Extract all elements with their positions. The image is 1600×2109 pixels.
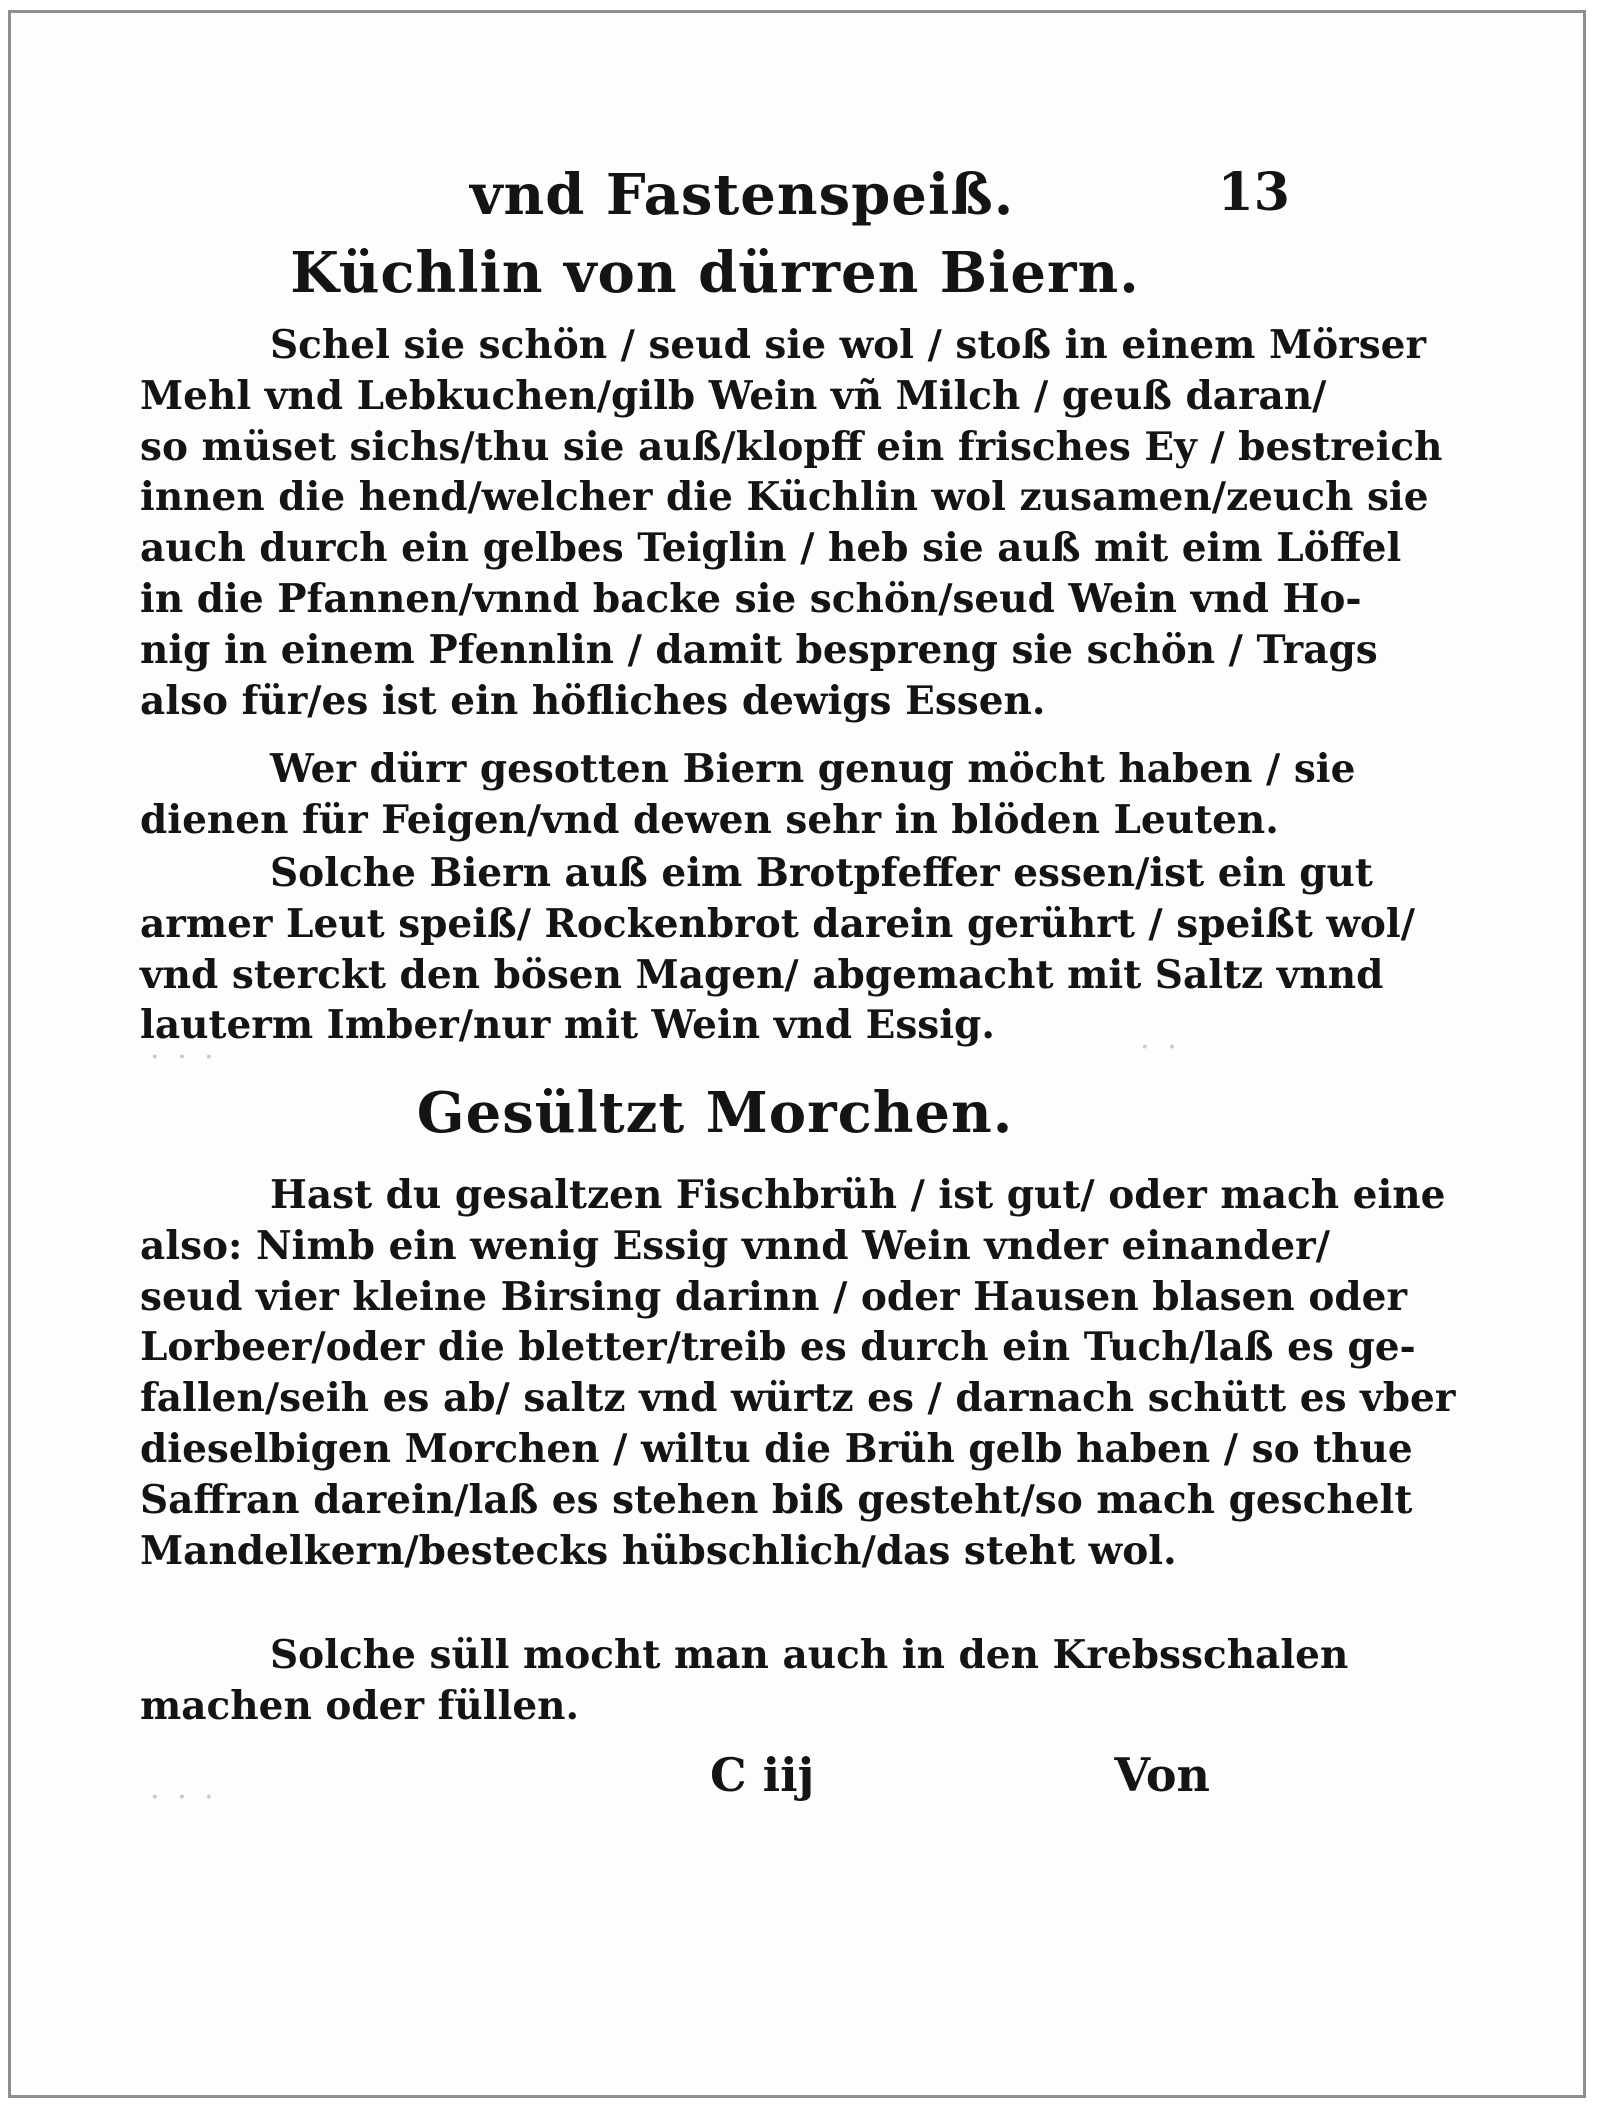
text-line: innen die hend/welcher die Küchlin wol zusamen/zeuch sie bbox=[140, 474, 1429, 521]
text-line: Schel sie schön / seud sie wol / stoß in einem Mörser bbox=[270, 322, 1427, 368]
section-heading: Küchlin von dürren Biern. bbox=[290, 240, 1140, 306]
text-line: dieselbigen Morchen / wiltu die Brüh gelb haben / so thue bbox=[140, 1425, 1413, 1472]
section-heading: Gesültzt Morchen. bbox=[416, 1080, 1014, 1146]
text-line: seud vier kleine Birsing darinn / oder Hausen blasen oder bbox=[140, 1273, 1408, 1320]
text-line: armer Leut speiß/ Rockenbrot darein gerührt / speißt wol/ bbox=[140, 900, 1415, 947]
running-head bbox=[140, 162, 1290, 232]
text-line: Solche süll mocht man auch in den Krebsschalen bbox=[270, 1632, 1349, 1678]
text-line: also für/es ist ein höfliches dewigs Essen. bbox=[140, 677, 1046, 724]
text-line: so müset sichs/thu sie auß/klopff ein frisches Ey / bestreich bbox=[140, 423, 1443, 470]
text-line: Saffran darein/laß es stehen biß gesteht/so mach geschelt bbox=[140, 1476, 1413, 1523]
paragraph bbox=[140, 744, 1356, 846]
text-line: in die Pfannen/vnnd backe sie schön/seud Wein vnd Ho- bbox=[140, 575, 1362, 622]
paragraph bbox=[140, 1630, 1349, 1732]
text-line: fallen/seih es ab/ saltz vnd würtz es / darnach schütt es vber bbox=[140, 1375, 1456, 1422]
running-title: vnd Fastenspeiß. bbox=[470, 162, 1015, 228]
signature-mark: C iij bbox=[710, 1748, 815, 1802]
catchword: Von bbox=[1114, 1748, 1210, 1802]
show-through-smudge: · · · bbox=[150, 1040, 218, 1075]
page-number: 13 bbox=[1217, 162, 1290, 223]
text-line: Hast du gesaltzen Fischbrüh / ist gut/ oder mach eine bbox=[270, 1172, 1446, 1218]
paragraph bbox=[140, 848, 1415, 1051]
paragraph bbox=[140, 1170, 1456, 1576]
show-through-smudge: · · · bbox=[150, 1780, 218, 1815]
text-line: Wer dürr gesotten Biern genug möcht haben / sie bbox=[270, 746, 1356, 792]
text-line: machen oder füllen. bbox=[140, 1682, 580, 1729]
show-through-smudge: · · bbox=[1140, 1030, 1181, 1065]
paragraph bbox=[140, 320, 1443, 726]
text-line: lauterm Imber/nur mit Wein vnd Essig. bbox=[140, 1002, 995, 1049]
text-line: auch durch ein gelbes Teiglin / heb sie auß mit eim Löffel bbox=[140, 525, 1402, 572]
text-line: Mandelkern/bestecks hübschlich/das steht wol. bbox=[140, 1527, 1177, 1574]
text-line: also: Nimb ein wenig Essig vnnd Wein vnder einander/ bbox=[140, 1222, 1330, 1269]
text-line: Mehl vnd Lebkuchen/gilb Wein vñ Milch / geuß daran/ bbox=[140, 372, 1327, 419]
text-line: Lorbeer/oder die bletter/treib es durch ein Tuch/laß es ge- bbox=[140, 1324, 1416, 1371]
text-line: vnd sterckt den bösen Magen/ abgemacht mit Saltz vnnd bbox=[140, 951, 1384, 998]
text-line: nig in einem Pfennlin / damit bespreng sie schön / Trags bbox=[140, 626, 1378, 673]
text-line: Solche Biern auß eim Brotpfeffer essen/ist ein gut bbox=[270, 850, 1373, 896]
text-line: dienen für Feigen/vnd dewen sehr in blöden Leuten. bbox=[140, 796, 1279, 843]
